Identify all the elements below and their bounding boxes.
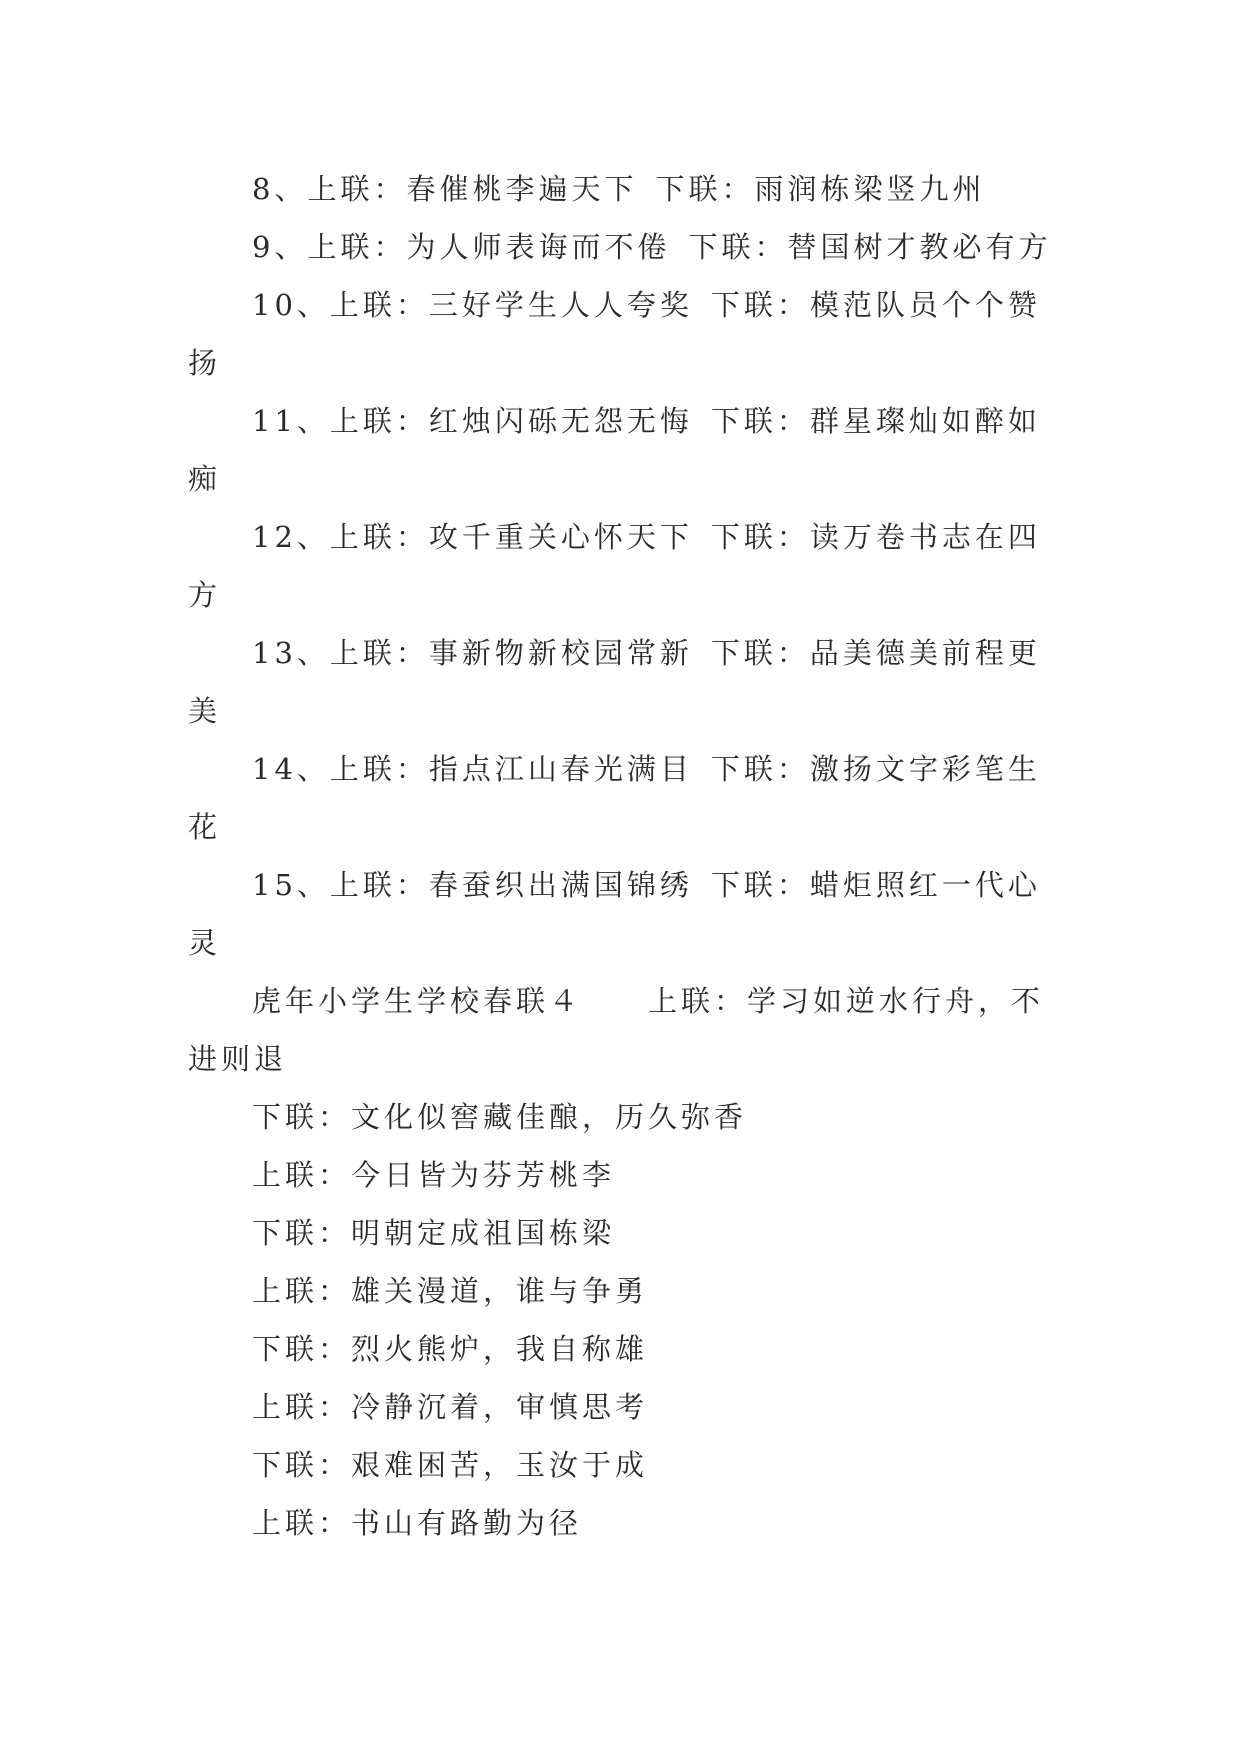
couplet-number: 13、	[252, 636, 330, 670]
upper-couplet: 上联：为人师表诲而不倦	[307, 230, 671, 264]
couplet-line: 下联：艰难困苦，玉汝于成	[252, 1448, 649, 1482]
couplet-number: 15、	[252, 868, 330, 902]
couplet-line: 下联：烈火熊炉，我自称雄	[252, 1332, 649, 1366]
lower-couplet: 下联：激扬文字彩笔生花	[188, 752, 1041, 844]
lower-couplet: 下联：读万卷书志在四方	[188, 520, 1041, 612]
lower-couplet: 下联：雨润栋梁竖九州	[655, 172, 986, 206]
section-title: 虎年小学生学校春联４	[252, 984, 583, 1018]
couplet-number: 14、	[252, 752, 330, 786]
section-first-couplet: 上联：学习如逆水行舟，不进则退	[188, 984, 1045, 1076]
couplet-item	[188, 508, 1058, 624]
couplet-line: 上联：冷静沉着，审慎思考	[252, 1390, 649, 1424]
couplet-line: 上联：书山有路勤为径	[252, 1506, 583, 1540]
couplet-number: 11、	[252, 404, 330, 438]
couplet-item	[188, 624, 1058, 740]
couplet-item	[188, 856, 1058, 972]
couplet-number: 12、	[252, 520, 330, 554]
couplet-line: 上联：雄关漫道，谁与争勇	[252, 1274, 649, 1308]
upper-couplet: 上联：指点江山春光满目	[329, 752, 693, 786]
couplet-line: 下联：文化似窖藏佳酿，历久弥香	[252, 1100, 748, 1134]
upper-couplet: 上联：三好学生人人夸奖	[329, 288, 693, 322]
lower-couplet: 下联：品美德美前程更美	[188, 636, 1041, 728]
couplet-item	[188, 392, 1058, 508]
upper-couplet: 上联：春催桃李遍天下	[307, 172, 638, 206]
couplet-item	[188, 276, 1058, 392]
couplet-number: 10、	[252, 288, 330, 322]
couplet-item	[188, 740, 1058, 856]
couplet-number: 9、	[252, 230, 308, 264]
lower-couplet: 下联：替国树才教必有方	[688, 230, 1052, 264]
upper-couplet: 上联：春蚕织出满国锦绣	[329, 868, 693, 902]
couplet-line: 下联：明朝定成祖国栋梁	[252, 1216, 616, 1250]
section-heading-paragraph	[188, 972, 1058, 1088]
lower-couplet: 下联：模范队员个个赞扬	[188, 288, 1041, 380]
lower-couplet: 下联：群星璨灿如醉如痴	[188, 404, 1041, 496]
lower-couplet: 下联：蜡炬照红一代心灵	[188, 868, 1041, 960]
upper-couplet: 上联：红烛闪砾无怨无悔	[329, 404, 693, 438]
couplet-item	[188, 160, 1058, 218]
couplet-item	[188, 218, 1058, 276]
couplet-number: 8、	[252, 172, 308, 206]
document-body	[188, 160, 1058, 1552]
couplet-line: 上联：今日皆为芬芳桃李	[252, 1158, 616, 1192]
upper-couplet: 上联：事新物新校园常新	[329, 636, 693, 670]
upper-couplet: 上联：攻千重关心怀天下	[329, 520, 693, 554]
